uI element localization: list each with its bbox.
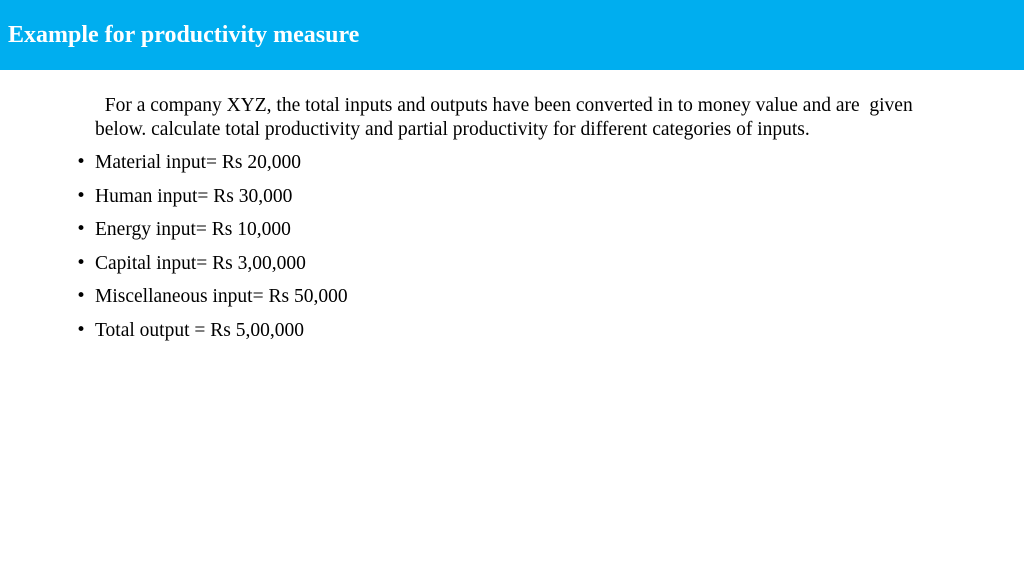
bullet-text: Total output = Rs 5,00,000 <box>95 319 304 341</box>
title-bar <box>0 0 1024 70</box>
bullet-list <box>75 151 915 342</box>
bullet-item-miscellaneous <box>75 285 915 309</box>
bullet-item-human <box>75 185 915 209</box>
slide-title: Example for productivity measure <box>8 22 360 48</box>
bullet-icon: • <box>75 252 87 273</box>
bullet-text: Human input= Rs 30,000 <box>95 185 293 207</box>
bullet-icon: • <box>75 319 87 340</box>
bullet-item-energy <box>75 218 915 242</box>
bullet-icon: • <box>75 219 87 239</box>
bullet-icon: • <box>75 185 87 206</box>
bullet-icon: • <box>75 286 87 306</box>
bullet-icon: • <box>75 152 87 172</box>
bullet-item-capital <box>75 252 915 276</box>
intro-paragraph: For a company XYZ, the total inputs and outputs have been converted in to money value and are given below. calculate total productivity and partial productivity for different categories of inputs. <box>95 95 918 140</box>
bullet-item-total-output <box>75 319 915 343</box>
bullet-text: Energy input= Rs 10,000 <box>95 219 291 240</box>
bullet-text: Capital input= Rs 3,00,000 <box>95 252 306 274</box>
bullet-item-material <box>75 151 915 175</box>
slide-content <box>75 94 918 352</box>
bullet-text: Miscellaneous input= Rs 50,000 <box>95 286 348 307</box>
bullet-text: Material input= Rs 20,000 <box>95 152 301 173</box>
